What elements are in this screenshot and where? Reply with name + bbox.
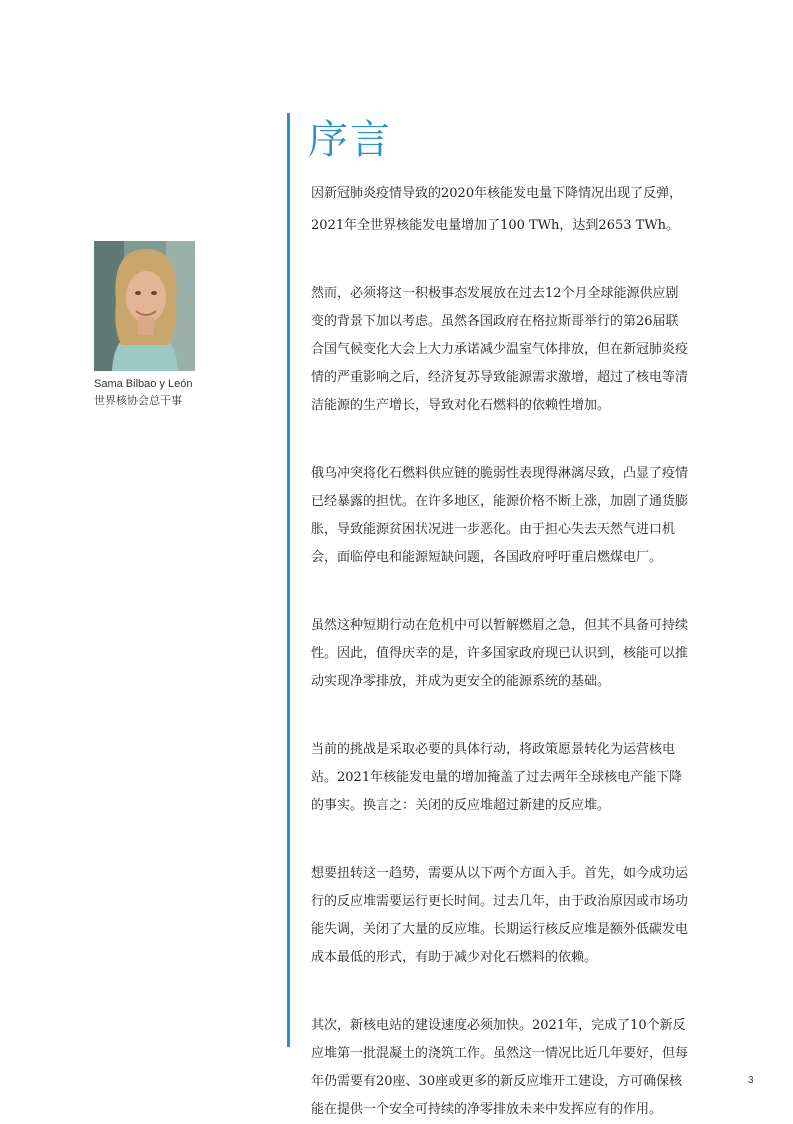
paragraph-1: 因新冠肺炎疫情导致的2020年核能发电量下降情况出现了反弹，2021年全世界核能发电量增加了100 TWh，达到2653 TWh。 (311, 186, 683, 233)
paragraph-3: 俄乌冲突将化石燃料供应链的脆弱性表现得淋漓尽致，凸显了疫情已经暴露的担忧。在许多地区，能源价格不断上涨，加剧了通货膨胀，导致能源贫困状况进一步恶化。由于担心失去天然气进口机会，面临停电和能源短缺问题，各国政府呼吁重启燃煤电厂。 (311, 466, 689, 565)
portrait-caption-name: Sama Bilbao y León (94, 378, 193, 390)
portrait-caption-role: 世界核协会总干事 (94, 394, 182, 407)
paragraph-5: 当前的挑战是采取必要的具体行动，将政策愿景转化为运营核电站。2021年核能发电量的增加掩盖了过去两年全球核电产能下降的事实。换言之：关闭的反应堆超过新建的反应堆。 (311, 742, 683, 813)
paragraph-6: 想要扭转这一趋势，需要从以下两个方面入手。首先，如今成功运行的反应堆需要运行更长时间。过去几年，由于政治原因或市场功能失调，关闭了大量的反应堆。长期运行核反应堆是额外低碳发电成本最低的形式，有助于减少对化石燃料的依赖。 (311, 866, 689, 965)
paragraph-4: 虽然这种短期行动在危机中可以暂解燃眉之急，但其不具备可持续性。因此，值得庆幸的是，许多国家政府现已认识到，核能可以推动实现净零排放，并成为更安全的能源系统的基础。 (311, 618, 689, 689)
paragraph-7: 其次，新核电站的建设速度必须加快。2021年，完成了10个新反应堆第一批混凝土的浇筑工作。虽然这一情况比近几年要好，但每年仍需要有20座、30座或更多的新反应堆开工建设，方可确保核能在提供一个安全可持续的净零排放未来中发挥应有的作用。 (311, 1018, 689, 1117)
paragraph-2: 然而，必须将这一积极事态发展放在过去12个月全球能源供应剧变的背景下加以考虑。虽然各国政府在格拉斯哥举行的第26届联合国气候变化大会上大力承诺减少温室气体排放，但在新冠肺炎疫情的严重影响之后，经济复苏导致能源需求激增，超过了核电等清洁能源的生产增长，导致对化石燃料的依赖性增加。 (311, 286, 689, 413)
page-number: 3 (748, 1075, 754, 1086)
accent-rule (287, 113, 290, 1047)
page-title: 序言 (308, 117, 392, 163)
portrait-photo (94, 241, 195, 371)
foreword-body (311, 178, 691, 1124)
